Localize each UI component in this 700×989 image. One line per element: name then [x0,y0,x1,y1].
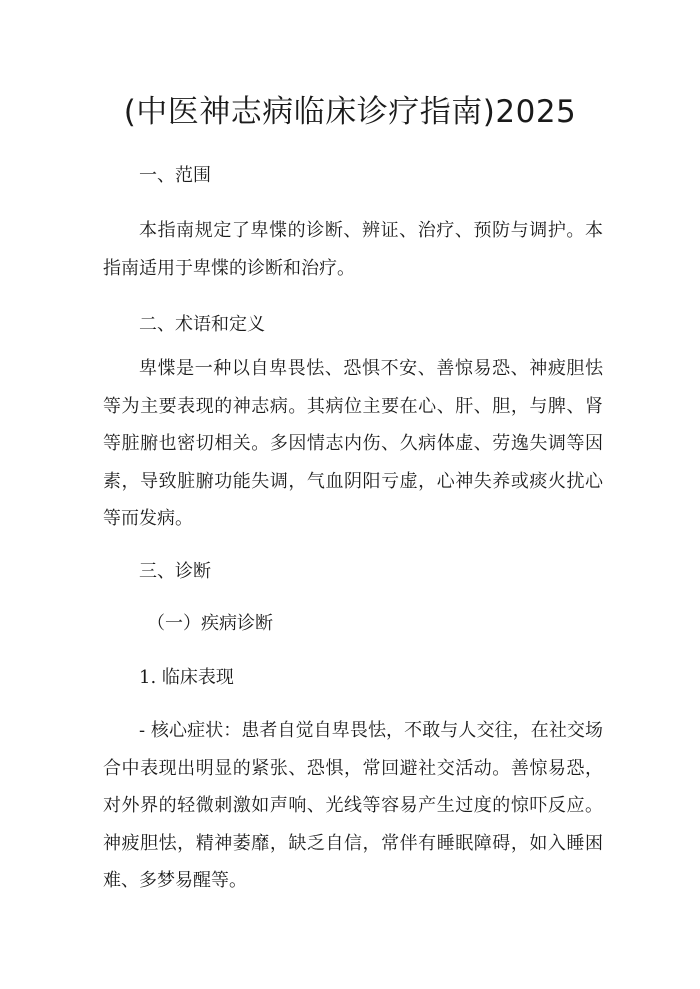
subsection-heading-disease-diagnosis: （一）疾病诊断 [147,613,273,634]
section-paragraph-terms: 卑惵是一种以自卑畏怯、恐惧不安、善惊易恐、神疲胆怯等为主要表现的神志病。其病位主要在心、肝、胆，与脾、肾等脏腑也密切相关。多因情志内伤、久病体虚、劳逸失调等因素，导致脏腑功能失调，气血阴阳亏虚，心神失养或痰火扰心等而发病。 [103,358,603,529]
section-heading-diagnosis: 三、诊断 [139,561,211,582]
item-paragraph-core-symptoms: - 核心症状：患者自觉自卑畏怯，不敢与人交往，在社交场合中表现出明显的紧张、恐惧，常回避社交活动。善惊易恐，对外界的轻微刺激如声响、光线等容易产生过度的惊吓反应。神疲胆怯，精神萎靡，缺乏自信，常伴有睡眠障碍，如入睡困难、多梦易醒等。 [103,720,603,891]
item-heading-clinical-manifestation: 1. 临床表现 [139,667,234,688]
section-heading-scope: 一、范围 [139,165,211,186]
section-heading-terms: 二、术语和定义 [139,314,265,335]
document-title: (中医神志病临床诊疗指南)2025 [123,94,577,130]
section-paragraph-scope: 本指南规定了卑惵的诊断、辨证、治疗、预防与调护。本指南适用于卑惵的诊断和治疗。 [103,220,603,279]
